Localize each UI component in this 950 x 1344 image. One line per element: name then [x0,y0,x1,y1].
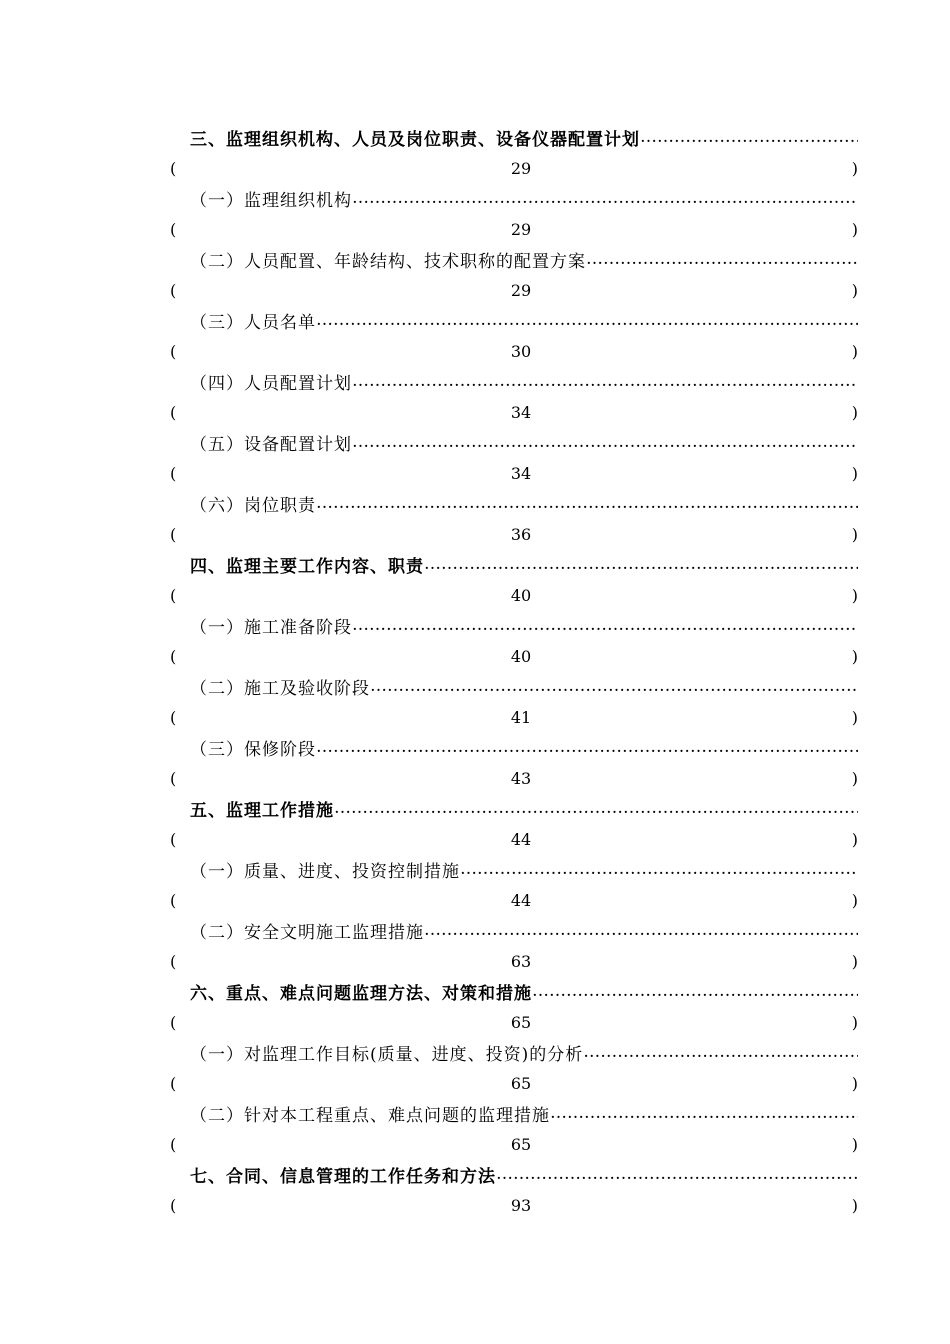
toc-entry-title: （一）对监理工作目标(质量、进度、投资)的分析 [190,1044,584,1065]
close-paren: ) [851,646,858,666]
toc-entry [170,427,858,488]
toc-entry-page-number: 34 [510,402,532,422]
toc-entry-page-line [170,946,858,976]
toc-entry-page-number: 44 [510,890,532,910]
toc-entry-page-line [170,1129,858,1159]
toc-entry [170,488,858,549]
toc-entry [170,549,858,610]
toc-entry [170,1098,858,1159]
toc-entry-page-line [170,763,858,793]
open-paren: ( [170,768,177,788]
toc-entry-page-number: 43 [510,768,532,788]
open-paren: ( [170,158,177,178]
close-paren: ) [851,1012,858,1032]
close-paren: ) [851,1073,858,1093]
toc-entry [170,1037,858,1098]
toc-entry-title: （三）人员名单 [190,312,316,333]
toc-dot-leader [352,432,858,452]
toc-entry-title-line [190,427,858,457]
close-paren: ) [851,402,858,422]
toc-entry-title: （六）岗位职责 [190,495,316,516]
toc-entry-title: （二）人员配置、年龄结构、技术职称的配置方案 [190,251,586,272]
toc-entry-page-number: 93 [510,1195,532,1215]
toc-entry-title-line [190,122,858,152]
toc-entry-title-line [190,488,858,518]
toc-entry-page-number: 29 [510,219,532,239]
toc-entry-page-number: 65 [510,1134,532,1154]
toc-entry-title-line [190,854,858,884]
toc-entry [170,915,858,976]
toc-entry [170,366,858,427]
toc-entry-page-number: 40 [510,585,532,605]
toc-entry-title: （二）针对本工程重点、难点问题的监理措施 [190,1105,550,1126]
toc-entry-page-number: 44 [510,829,532,849]
toc-entry [170,183,858,244]
toc-entry-page-number: 65 [510,1012,532,1032]
toc-dot-leader [496,1164,858,1184]
toc-entry-title-line [190,671,858,701]
close-paren: ) [851,1195,858,1215]
open-paren: ( [170,890,177,910]
open-paren: ( [170,280,177,300]
toc-entry [170,244,858,305]
toc-entry [170,671,858,732]
toc-dot-leader [352,371,858,391]
toc-dot-leader [316,310,858,330]
toc-entry-page-line [170,1068,858,1098]
toc-entry [170,732,858,793]
toc-dot-leader [316,737,858,757]
toc-dot-leader [352,188,858,208]
toc-entry-page-number: 30 [510,341,532,361]
close-paren: ) [851,890,858,910]
toc-entry-title-line [190,1159,858,1189]
toc-entry-title-line [190,305,858,335]
open-paren: ( [170,402,177,422]
close-paren: ) [851,341,858,361]
toc-entry-title-line [190,1098,858,1128]
toc-entry-page-number: 41 [510,707,532,727]
toc-entry-title: （三）保修阶段 [190,739,316,760]
toc-entry-title-line [190,610,858,640]
toc-dot-leader [424,554,858,574]
toc-dot-leader [334,798,858,818]
toc-entry [170,1159,858,1220]
toc-entry-title: 四、监理主要工作内容、职责 [190,556,424,577]
toc-dot-leader [640,127,858,147]
toc-entry-title-line [190,549,858,579]
table-of-contents [170,122,858,1220]
toc-entry-title: （一）质量、进度、投资控制措施 [190,861,460,882]
toc-entry [170,854,858,915]
toc-entry-page-line [170,458,858,488]
toc-entry-title-line [190,1037,858,1067]
toc-entry-page-number: 63 [510,951,532,971]
toc-entry-title: （五）设备配置计划 [190,434,352,455]
toc-dot-leader [550,1103,858,1123]
toc-entry-title: （一）施工准备阶段 [190,617,352,638]
toc-dot-leader [583,1042,858,1062]
toc-dot-leader [352,615,858,635]
toc-entry-page-line [170,275,858,305]
toc-entry-title: （二）施工及验收阶段 [190,678,370,699]
toc-entry-page-number: 29 [510,158,532,178]
close-paren: ) [851,1134,858,1154]
toc-entry-page-number: 65 [510,1073,532,1093]
toc-entry-title-line [190,793,858,823]
toc-entry-page-number: 34 [510,463,532,483]
close-paren: ) [851,158,858,178]
toc-entry-title-line [190,976,858,1006]
open-paren: ( [170,219,177,239]
open-paren: ( [170,951,177,971]
toc-entry-page-line [170,397,858,427]
toc-dot-leader [460,859,858,879]
toc-entry-title: 三、监理组织机构、人员及岗位职责、设备仪器配置计划 [190,129,640,150]
toc-entry-title: （四）人员配置计划 [190,373,352,394]
toc-dot-leader [370,676,858,696]
open-paren: ( [170,585,177,605]
toc-entry [170,305,858,366]
toc-entry-title-line [190,915,858,945]
toc-entry-page-line [170,1007,858,1037]
toc-entry-page-line [170,885,858,915]
toc-dot-leader [424,920,858,940]
close-paren: ) [851,707,858,727]
toc-entry-title-line [190,244,858,274]
toc-entry-page-line [170,214,858,244]
toc-dot-leader [316,493,858,513]
close-paren: ) [851,768,858,788]
toc-entry-page-number: 29 [510,280,532,300]
open-paren: ( [170,1012,177,1032]
toc-entry [170,976,858,1037]
toc-entry-page-line [170,336,858,366]
close-paren: ) [851,463,858,483]
toc-entry-title-line [190,366,858,396]
toc-entry-page-number: 36 [510,524,532,544]
toc-entry [170,793,858,854]
open-paren: ( [170,524,177,544]
toc-entry-page-line [170,641,858,671]
toc-entry-page-line [170,153,858,183]
toc-entry [170,122,858,183]
open-paren: ( [170,463,177,483]
toc-entry-title: 七、合同、信息管理的工作任务和方法 [190,1166,496,1187]
open-paren: ( [170,829,177,849]
open-paren: ( [170,646,177,666]
toc-entry-page-line [170,580,858,610]
toc-dot-leader [586,249,858,269]
toc-entry-page-line [170,824,858,854]
open-paren: ( [170,1073,177,1093]
close-paren: ) [851,951,858,971]
open-paren: ( [170,707,177,727]
toc-entry-title-line [190,732,858,762]
toc-entry [170,610,858,671]
toc-entry-title-line [190,183,858,213]
toc-entry-title: 五、监理工作措施 [190,800,334,821]
close-paren: ) [851,280,858,300]
toc-dot-leader [532,981,858,1001]
close-paren: ) [851,524,858,544]
toc-entry-page-line [170,1190,858,1220]
toc-entry-title: （一）监理组织机构 [190,190,352,211]
toc-entry-title: （二）安全文明施工监理措施 [190,922,424,943]
open-paren: ( [170,1134,177,1154]
close-paren: ) [851,219,858,239]
open-paren: ( [170,1195,177,1215]
toc-entry-page-line [170,702,858,732]
open-paren: ( [170,341,177,361]
toc-entry-page-number: 40 [510,646,532,666]
close-paren: ) [851,829,858,849]
toc-entry-title: 六、重点、难点问题监理方法、对策和措施 [190,983,532,1004]
toc-entry-page-line [170,519,858,549]
close-paren: ) [851,585,858,605]
